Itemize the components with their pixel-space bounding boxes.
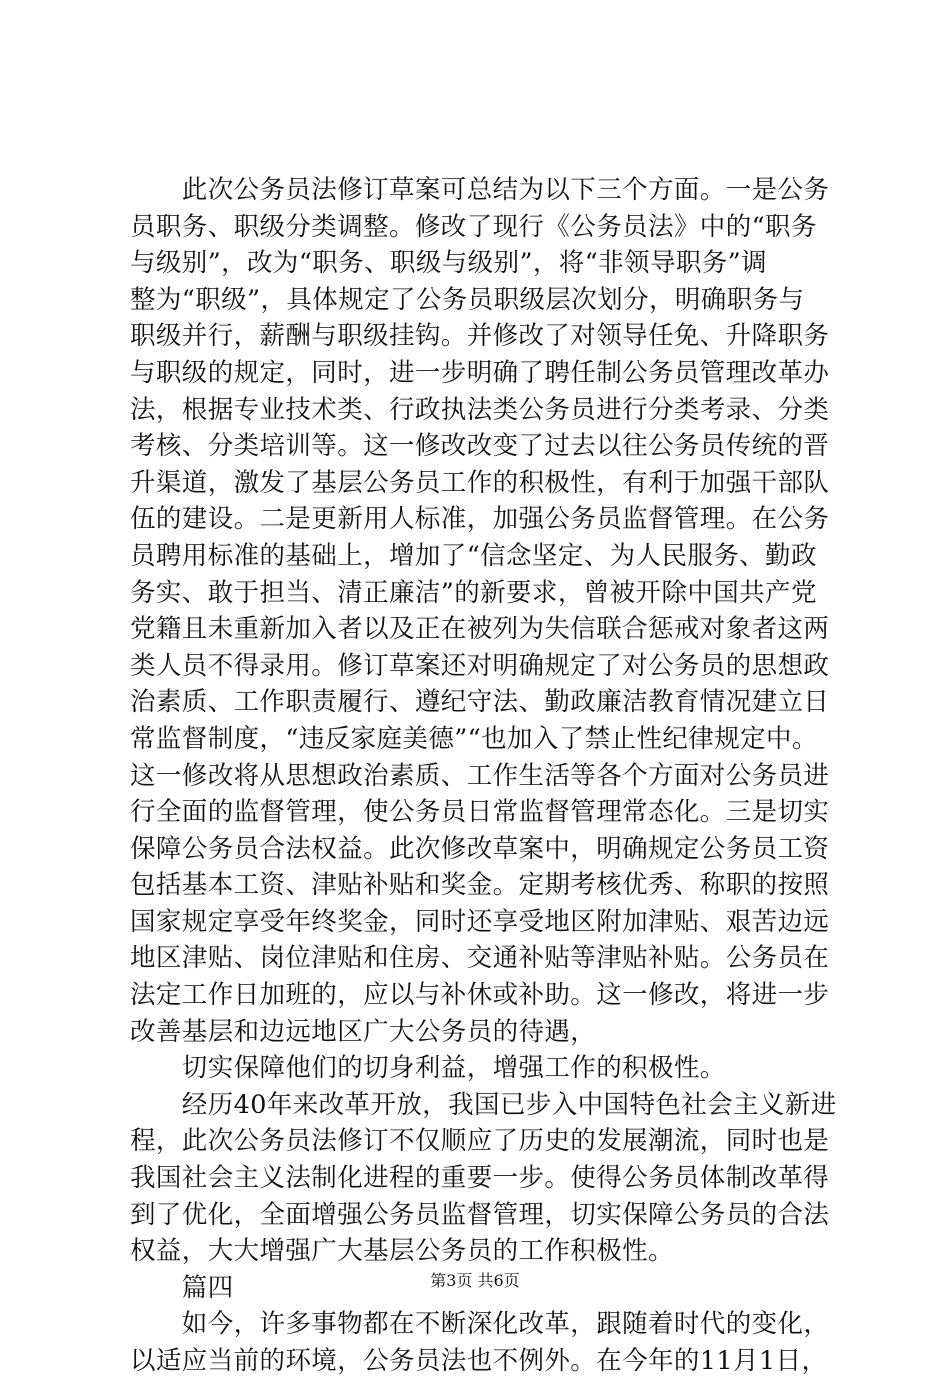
text-line: 职级并行，薪酬与职级挂钩。并修改了对领导任免、升降职务 xyxy=(130,321,830,352)
document-body xyxy=(130,172,837,1380)
text-line: 法，根据专业技术类、行政执法类公务员进行分类考录、分类 xyxy=(130,394,830,425)
text-line: 如今，许多事物都在不断深化改革，跟随着时代的变化， xyxy=(130,1309,830,1340)
text-line: 程，此次公务员法修订不仅顺应了历史的发展潮流，同时也是 xyxy=(130,1126,830,1157)
text-line: 员聘用标准的基础上，增加了“信念坚定、为人民服务、勤政 xyxy=(130,540,817,571)
text-line: 与级别”，改为“职务、职级与级别”，将“非领导职务”调 xyxy=(130,248,767,279)
page-number: 第3页 共6页 xyxy=(430,1271,520,1290)
text-line: 员职务、职级分类调整。修改了现行《公务员法》中的“职务 xyxy=(130,211,817,242)
text-line: 改善基层和边远地区广大公务员的待遇， xyxy=(130,1016,597,1047)
text-line: 治素质、工作职责履行、遵纪守法、勤政廉洁教育情况建立日 xyxy=(130,687,830,718)
text-line: 以适应当前的环境，公务员法也不例外。在今年的11月1日， xyxy=(130,1346,828,1376)
text-line: 党籍且未重新加入者以及正在被列为失信联合惩戒对象者这两 xyxy=(130,614,830,645)
text-line: 务实、敢于担当、清正廉洁”的新要求，曾被开除中国共产党 xyxy=(130,577,817,608)
text-line: 权益，大大增强广大基层公务员的工作积极性。 xyxy=(130,1236,674,1267)
text-line: 常监督制度，“违反家庭美德”“也加入了禁止性纪律规定中。 xyxy=(130,723,818,754)
text-line: 考核、分类培训等。这一修改改变了过去以往公务员传统的晋 xyxy=(130,431,830,462)
text-line: 升渠道，激发了基层公务员工作的积极性，有利于加强干部队 xyxy=(130,467,830,498)
text-line: 法定工作日加班的，应以与补休或补助。这一修改，将进一步 xyxy=(130,980,830,1011)
text-line: 类人员不得录用。修订草案还对明确规定了对公务员的思想政 xyxy=(130,650,830,681)
page-footer xyxy=(0,1268,950,1291)
text-line: 我国社会主义法制化进程的重要一步。使得公务员体制改革得 xyxy=(130,1163,830,1194)
text-line: 地区津贴、岗位津贴和住房、交通补贴等津贴补贴。公务员在 xyxy=(130,943,830,974)
text-line: 到了优化，全面增强公务员监督管理，切实保障公务员的合法 xyxy=(130,1199,830,1230)
text-line: 国家规定享受年终奖金，同时还享受地区附加津贴、艰苦边远 xyxy=(130,906,830,937)
text-line: 包括基本工资、津贴补贴和奖金。定期考核优秀、称职的按照 xyxy=(130,870,830,901)
text-line: 与职级的规定，同时，进一步明确了聘任制公务员管理改革办 xyxy=(130,357,830,388)
text-line: 伍的建设。二是更新用人标准，加强公务员监督管理。在公务 xyxy=(130,504,830,535)
text-line: 整为“职级”，具体规定了公务员职级层次划分，明确职务与 xyxy=(130,284,805,315)
section-heading: 篇四 xyxy=(130,1272,234,1303)
text-line: 经历40年来改革开放，我国已步入中国特色社会主义新进 xyxy=(130,1089,837,1120)
text-line: 此次公务员法修订草案可总结为以下三个方面。一是公务 xyxy=(130,175,830,205)
text-line: 保障公务员合法权益。此次修改草案中，明确规定公务员工资 xyxy=(130,833,830,864)
text-line: 这一修改将从思想政治素质、工作生活等各个方面对公务员进 xyxy=(130,760,830,791)
text-line: 行全面的监督管理，使公务员日常监督管理常态化。三是切实 xyxy=(130,797,830,828)
text-line: 切实保障他们的切身利益，增强工作的积极性。 xyxy=(130,1053,726,1084)
